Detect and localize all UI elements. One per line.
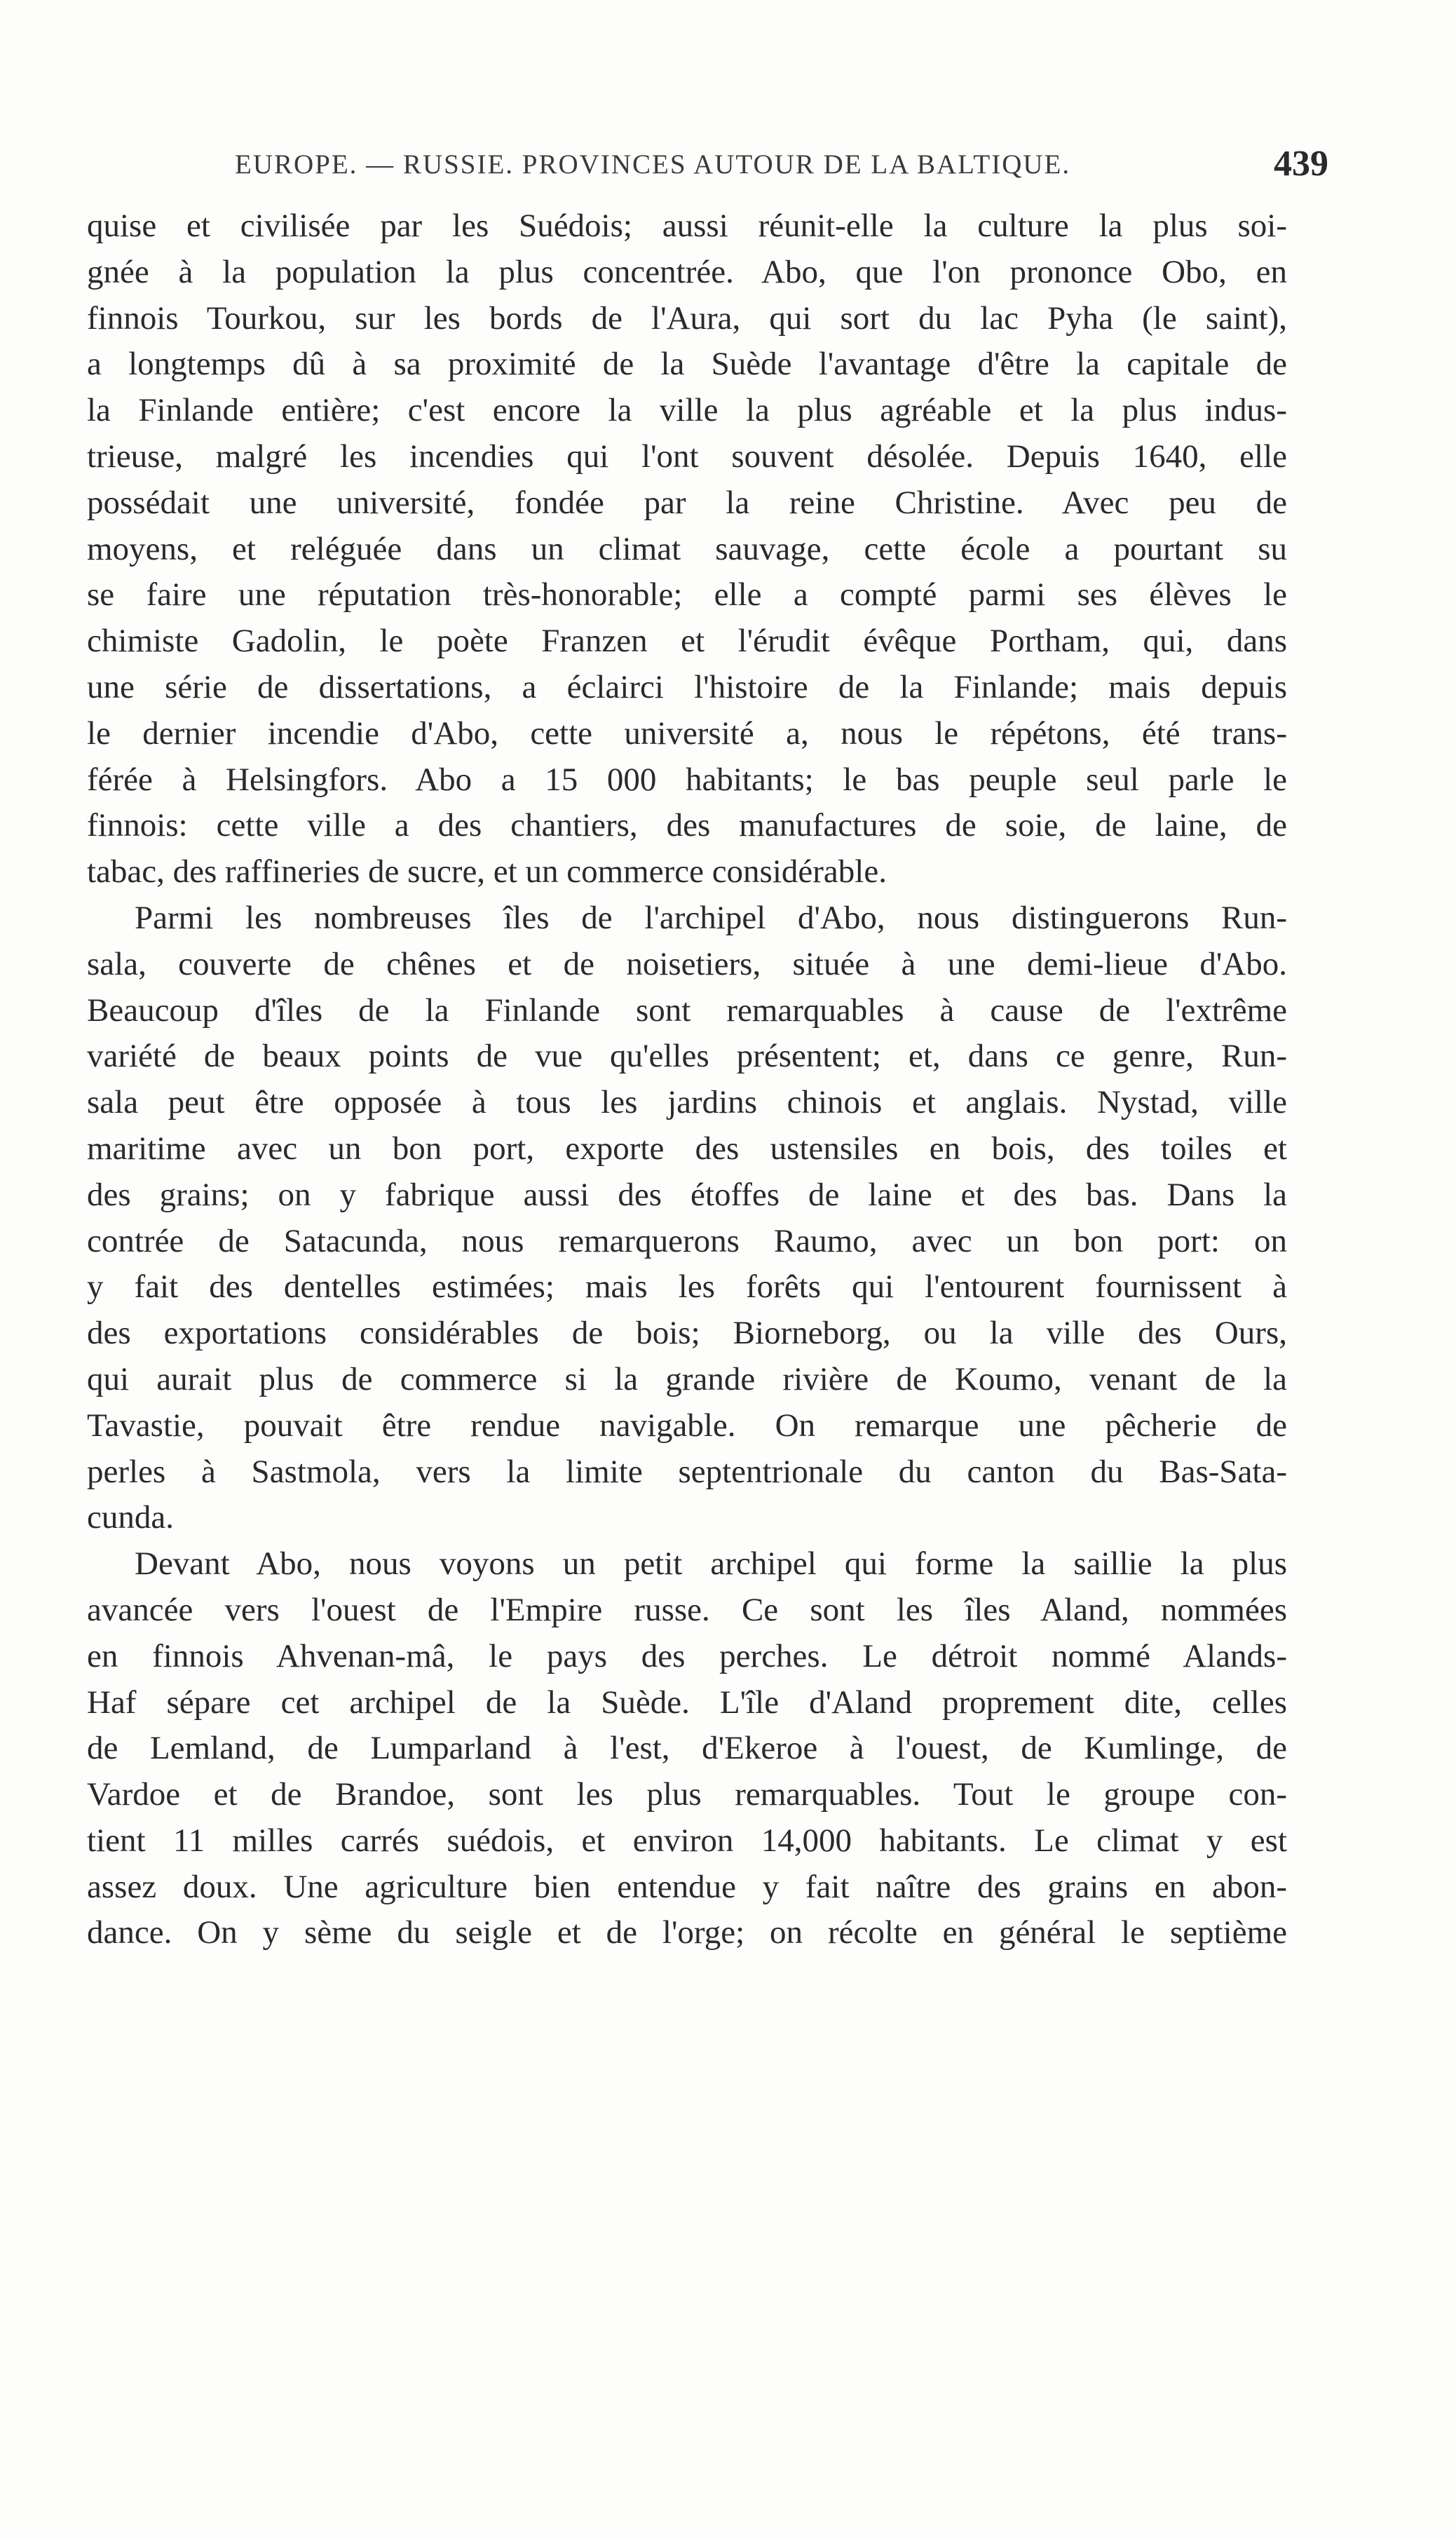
text-line: Tavastie, pouvait être rendue navigable. On remarque une pêcherie de (87, 1407, 1287, 1444)
text-line: assez doux. Une agriculture bien entendue y fait naître des grains en abon- (87, 1868, 1287, 1905)
text-line: qui aurait plus de commerce si la grande rivière de Koumo, venant de la (87, 1360, 1287, 1397)
text-line: Beaucoup d'îles de la Finlande sont remarquables à cause de l'extrême (87, 991, 1287, 1029)
text-line: la Finlande entière; c'est encore la ville la plus agréable et la plus indus- (87, 392, 1287, 429)
text-line: une série de dissertations, a éclairci l'histoire de la Finlande; mais depuis (87, 668, 1287, 705)
text-line: des grains; on y fabrique aussi des étoffes de laine et des bas. Dans la (87, 1176, 1287, 1213)
text-line: possédait une université, fondée par la reine Christine. Avec peu de (87, 484, 1287, 521)
text-line: finnois Tourkou, sur les bords de l'Aura, qui sort du lac Pyha (le saint), (87, 299, 1287, 337)
text-line: Vardoe et de Brandoe, sont les plus remarquables. Tout le groupe con- (87, 1776, 1287, 1813)
text-line: le dernier incendie d'Abo, cette université a, nous le répétons, été trans- (87, 715, 1287, 752)
text-line: cunda. (87, 1499, 174, 1536)
text-line: variété de beaux points de vue qu'elles présentent; et, dans ce genre, Run- (87, 1038, 1287, 1075)
text-line: moyens, et reléguée dans un climat sauvage, cette école a pourtant su (87, 530, 1287, 567)
text-line: Parmi les nombreuses îles de l'archipel d'Abo, nous distinguerons Run- (135, 899, 1287, 936)
running-head (235, 143, 1328, 185)
text-line: maritime avec un bon port, exporte des ustensiles en bois, des toiles et (87, 1130, 1287, 1167)
text-line: férée à Helsingfors. Abo a 15 000 habitants; le bas peuple seul parle le (87, 761, 1287, 798)
text-line: tabac, des raffineries de sucre, et un commerce considérable. (87, 853, 887, 891)
text-line: contrée de Satacunda, nous remarquerons Raumo, avec un bon port: on (87, 1222, 1287, 1259)
text-line: sala peut être opposée à tous les jardins chinois et anglais. Nystad, ville (87, 1084, 1287, 1121)
text-line: tient 11 milles carrés suédois, et environ 14,000 habitants. Le climat y est (87, 1822, 1287, 1859)
text-line: Devant Abo, nous voyons un petit archipel qui forme la saillie la plus (135, 1545, 1287, 1583)
text-line: y fait des dentelles estimées; mais les forêts qui l'entourent fournissent à (87, 1268, 1287, 1306)
text-line: a longtemps dû à sa proximité de la Suède l'avantage d'être la capitale de (87, 346, 1287, 383)
text-line: des exportations considérables de bois; Biorneborg, ou la ville des Ours, (87, 1315, 1287, 1352)
text-line: se faire une réputation très-honorable; elle a compté parmi ses élèves le (87, 576, 1287, 614)
text-line: sala, couverte de chênes et de noisetiers, située à une demi-lieue d'Abo. (87, 945, 1287, 982)
text-line: de Lemland, de Lumparland à l'est, d'Ekeroe à l'ouest, de Kumlinge, de (87, 1730, 1287, 1767)
page-number: 439 (1274, 144, 1328, 184)
running-title: EUROPE. — RUSSIE. PROVINCES AUTOUR DE LA BALTIQUE. (235, 149, 1071, 180)
text-line: finnois: cette ville a des chantiers, des manufactures de soie, de laine, de (87, 807, 1287, 844)
text-line: avancée vers l'ouest de l'Empire russe. Ce sont les îles Aland, nommées (87, 1591, 1287, 1628)
text-line: gnée à la population la plus concentrée. Abo, que l'on prononce Obo, en (87, 253, 1287, 290)
text-line: chimiste Gadolin, le poète Franzen et l'érudit évêque Portham, qui, dans (87, 623, 1287, 660)
body-text (87, 203, 1287, 1956)
text-line: trieuse, malgré les incendies qui l'ont souvent désolée. Depuis 1640, elle (87, 438, 1287, 475)
text-line: perles à Sastmola, vers la limite septentrionale du canton du Bas-Sata- (87, 1453, 1287, 1490)
text-line: dance. On y sème du seigle et de l'orge; on récolte en général le septième (87, 1914, 1287, 1951)
text-line: en finnois Ahvenan-mâ, le pays des perches. Le détroit nommé Alands- (87, 1637, 1287, 1674)
text-line: quise et civilisée par les Suédois; aussi réunit-elle la culture la plus soi- (87, 208, 1287, 244)
text-line: Haf sépare cet archipel de la Suède. L'île d'Aland proprement dite, celles (87, 1684, 1287, 1721)
